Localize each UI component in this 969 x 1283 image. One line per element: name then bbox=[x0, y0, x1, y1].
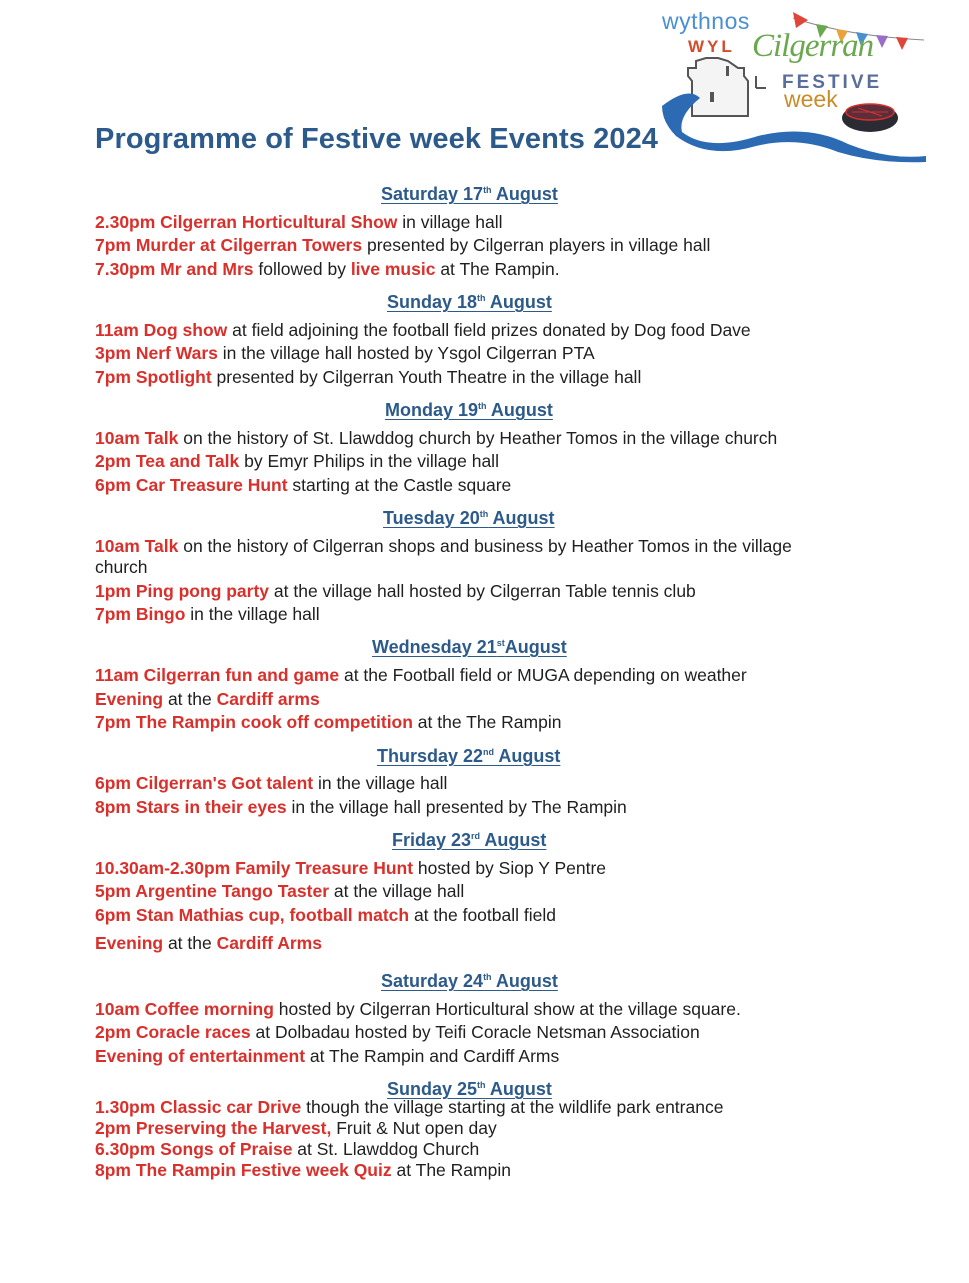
event-title: 10am Coffee morning bbox=[95, 999, 274, 1019]
day-heading bbox=[381, 184, 558, 205]
event-detail: at the bbox=[163, 933, 217, 953]
day-heading-month: August bbox=[485, 1079, 552, 1099]
event-title: 8pm The Rampin Festive week Quiz bbox=[95, 1160, 392, 1180]
day-heading bbox=[385, 400, 553, 421]
event-line bbox=[95, 320, 855, 341]
event-line bbox=[95, 581, 855, 602]
event-line bbox=[95, 712, 855, 733]
event-detail: in the village hall hosted by Ysgol Cilgerran PTA bbox=[217, 343, 595, 363]
event-line bbox=[95, 1139, 855, 1160]
event-title: Evening of entertainment bbox=[95, 1046, 306, 1066]
event-line bbox=[95, 259, 855, 280]
day-heading bbox=[387, 1079, 552, 1100]
event-line bbox=[95, 1097, 855, 1118]
event-title: 6pm Stan Mathias cup, football match bbox=[95, 905, 410, 925]
event-line bbox=[95, 235, 855, 256]
day-heading-day: Thursday 22 bbox=[377, 746, 484, 766]
day-heading-month: August bbox=[491, 971, 558, 991]
event-title: 6pm Cilgerran's Got talent bbox=[95, 773, 314, 793]
event-title: 11am Cilgerran fun and game bbox=[95, 665, 340, 685]
day-heading-suffix: th bbox=[477, 293, 486, 303]
event-detail: presented by Cilgerran Youth Theatre in the village hall bbox=[211, 367, 642, 387]
day-heading bbox=[392, 830, 546, 851]
event-title: 7pm Murder at Cilgerran Towers bbox=[95, 235, 363, 255]
event-line bbox=[95, 1160, 855, 1181]
event-venue: Cardiff Arms bbox=[216, 933, 322, 953]
event-title: 1.30pm Classic car Drive bbox=[95, 1097, 302, 1117]
event-detail: followed by bbox=[253, 259, 351, 279]
event-line bbox=[95, 604, 855, 625]
event-detail: on the history of St. Llawddog church by Heather Tomos in the village church bbox=[178, 428, 778, 448]
day-heading-day: Saturday 17 bbox=[381, 184, 484, 204]
day-heading-suffix: nd bbox=[483, 747, 495, 757]
event-title: 10am Talk bbox=[95, 428, 179, 448]
event-venue: live music bbox=[350, 259, 436, 279]
day-heading-day: Sunday 18 bbox=[387, 292, 478, 312]
event-title: Evening bbox=[95, 689, 164, 709]
day-heading-suffix: th bbox=[478, 401, 487, 411]
event-title: 7.30pm Mr and Mrs bbox=[95, 259, 254, 279]
day-heading-suffix: st bbox=[496, 638, 505, 648]
event-detail: at St. Llawddog Church bbox=[292, 1139, 480, 1159]
logo-wyl-text: WYL bbox=[688, 37, 735, 56]
event-line bbox=[95, 1046, 855, 1067]
day-heading-suffix: rd bbox=[471, 831, 481, 841]
event-title: 5pm Argentine Tango Taster bbox=[95, 881, 330, 901]
event-detail: at the Football field or MUGA depending on weather bbox=[339, 665, 747, 685]
event-detail: hosted by Siop Y Pentre bbox=[413, 858, 607, 878]
event-detail: on the history of Cilgerran shops and business by Heather Tomos in the village church bbox=[95, 536, 792, 577]
day-heading-month: August bbox=[488, 508, 555, 528]
event-detail: presented by Cilgerran players in village hall bbox=[362, 235, 711, 255]
event-detail: at the village hall hosted by Cilgerran Table tennis club bbox=[269, 581, 696, 601]
event-detail: Fruit & Nut open day bbox=[331, 1118, 497, 1138]
day-heading bbox=[377, 746, 560, 767]
event-detail: at the The Rampin bbox=[412, 712, 562, 732]
event-line bbox=[95, 451, 855, 472]
event-title: 10am Talk bbox=[95, 536, 179, 556]
day-heading-month: August bbox=[486, 400, 553, 420]
day-heading-month: August bbox=[491, 184, 558, 204]
day-heading bbox=[383, 508, 555, 529]
event-title: 2pm Preserving the Harvest, bbox=[95, 1118, 332, 1138]
day-heading-day: Sunday 25 bbox=[387, 1079, 478, 1099]
logo-festive-text: FESTIVE bbox=[782, 72, 883, 93]
event-title: 2.30pm Cilgerran Horticultural Show bbox=[95, 212, 398, 232]
day-heading-day: Saturday 24 bbox=[381, 971, 484, 991]
event-detail: in village hall bbox=[397, 212, 503, 232]
event-line bbox=[95, 428, 855, 449]
event-line bbox=[95, 475, 855, 496]
event-line bbox=[95, 858, 855, 879]
day-heading bbox=[387, 292, 552, 313]
day-heading-month: August bbox=[494, 746, 561, 766]
event-detail: at field adjoining the football field prizes donated by Dog food Dave bbox=[227, 320, 751, 340]
page-title: Programme of Festive week Events 2024 bbox=[95, 123, 659, 155]
festive-week-logo bbox=[648, 6, 928, 164]
event-detail: at the football field bbox=[409, 905, 556, 925]
event-title: 7pm Spotlight bbox=[95, 367, 212, 387]
event-title: Evening bbox=[95, 933, 164, 953]
event-line bbox=[95, 1118, 855, 1139]
logo-week-text: week bbox=[784, 86, 838, 112]
event-detail: at The Rampin and Cardiff Arms bbox=[305, 1046, 560, 1066]
event-detail: though the village starting at the wildlife park entrance bbox=[301, 1097, 724, 1117]
day-heading bbox=[372, 637, 567, 658]
event-venue: Cardiff arms bbox=[216, 689, 320, 709]
event-line bbox=[95, 367, 855, 388]
event-title: 7pm Bingo bbox=[95, 604, 186, 624]
event-line bbox=[95, 665, 855, 686]
event-title: 6.30pm Songs of Praise bbox=[95, 1139, 293, 1159]
event-line bbox=[95, 689, 855, 710]
event-title: 6pm Car Treasure Hunt bbox=[95, 475, 288, 495]
day-heading-day: Wednesday 21 bbox=[372, 637, 497, 657]
day-heading-day: Friday 23 bbox=[392, 830, 472, 850]
event-detail: in the village hall bbox=[313, 773, 448, 793]
event-line bbox=[95, 797, 855, 818]
event-title: 1pm Ping pong party bbox=[95, 581, 270, 601]
event-title: 11am Dog show bbox=[95, 320, 228, 340]
event-title: 10.30am-2.30pm Family Treasure Hunt bbox=[95, 858, 414, 878]
event-line bbox=[95, 212, 855, 233]
event-title: 2pm Tea and Talk bbox=[95, 451, 240, 471]
event-detail: at the village hall bbox=[329, 881, 465, 901]
event-line bbox=[95, 536, 835, 578]
event-line bbox=[95, 999, 855, 1020]
event-detail: at the bbox=[163, 689, 217, 709]
event-line bbox=[95, 881, 855, 902]
event-title: 2pm Coracle races bbox=[95, 1022, 251, 1042]
day-heading-month: August bbox=[485, 292, 552, 312]
day-heading bbox=[381, 971, 558, 992]
event-title: 3pm Nerf Wars bbox=[95, 343, 218, 363]
event-detail: at The Rampin bbox=[391, 1160, 511, 1180]
event-line bbox=[95, 933, 855, 954]
event-detail-tail: at The Rampin. bbox=[435, 259, 560, 279]
logo-cilgerran-text: Cilgerran bbox=[752, 28, 874, 64]
day-heading-month: August bbox=[480, 830, 547, 850]
event-line bbox=[95, 343, 855, 364]
event-detail: in the village hall presented by The Rampin bbox=[286, 797, 627, 817]
day-heading-suffix: th bbox=[483, 972, 492, 982]
event-line bbox=[95, 773, 855, 794]
event-detail: starting at the Castle square bbox=[287, 475, 512, 495]
day-heading-suffix: th bbox=[483, 185, 492, 195]
logo-wythnos-text: wythnos bbox=[662, 8, 750, 34]
event-detail: by Emyr Philips in the village hall bbox=[239, 451, 499, 471]
event-detail: in the village hall bbox=[185, 604, 320, 624]
day-heading-day: Monday 19 bbox=[385, 400, 479, 420]
event-title: 7pm The Rampin cook off competition bbox=[95, 712, 413, 732]
event-detail: at Dolbadau hosted by Teifi Coracle Netsman Association bbox=[250, 1022, 700, 1042]
event-line bbox=[95, 905, 855, 926]
day-heading-suffix: th bbox=[477, 1080, 486, 1090]
event-line bbox=[95, 1022, 855, 1043]
day-heading-month: August bbox=[504, 637, 567, 657]
day-heading-suffix: th bbox=[479, 509, 489, 519]
event-detail: hosted by Cilgerran Horticultural show at the village square. bbox=[273, 999, 741, 1019]
day-heading-day: Tuesday 20 bbox=[383, 508, 480, 528]
event-title: 8pm Stars in their eyes bbox=[95, 797, 287, 817]
